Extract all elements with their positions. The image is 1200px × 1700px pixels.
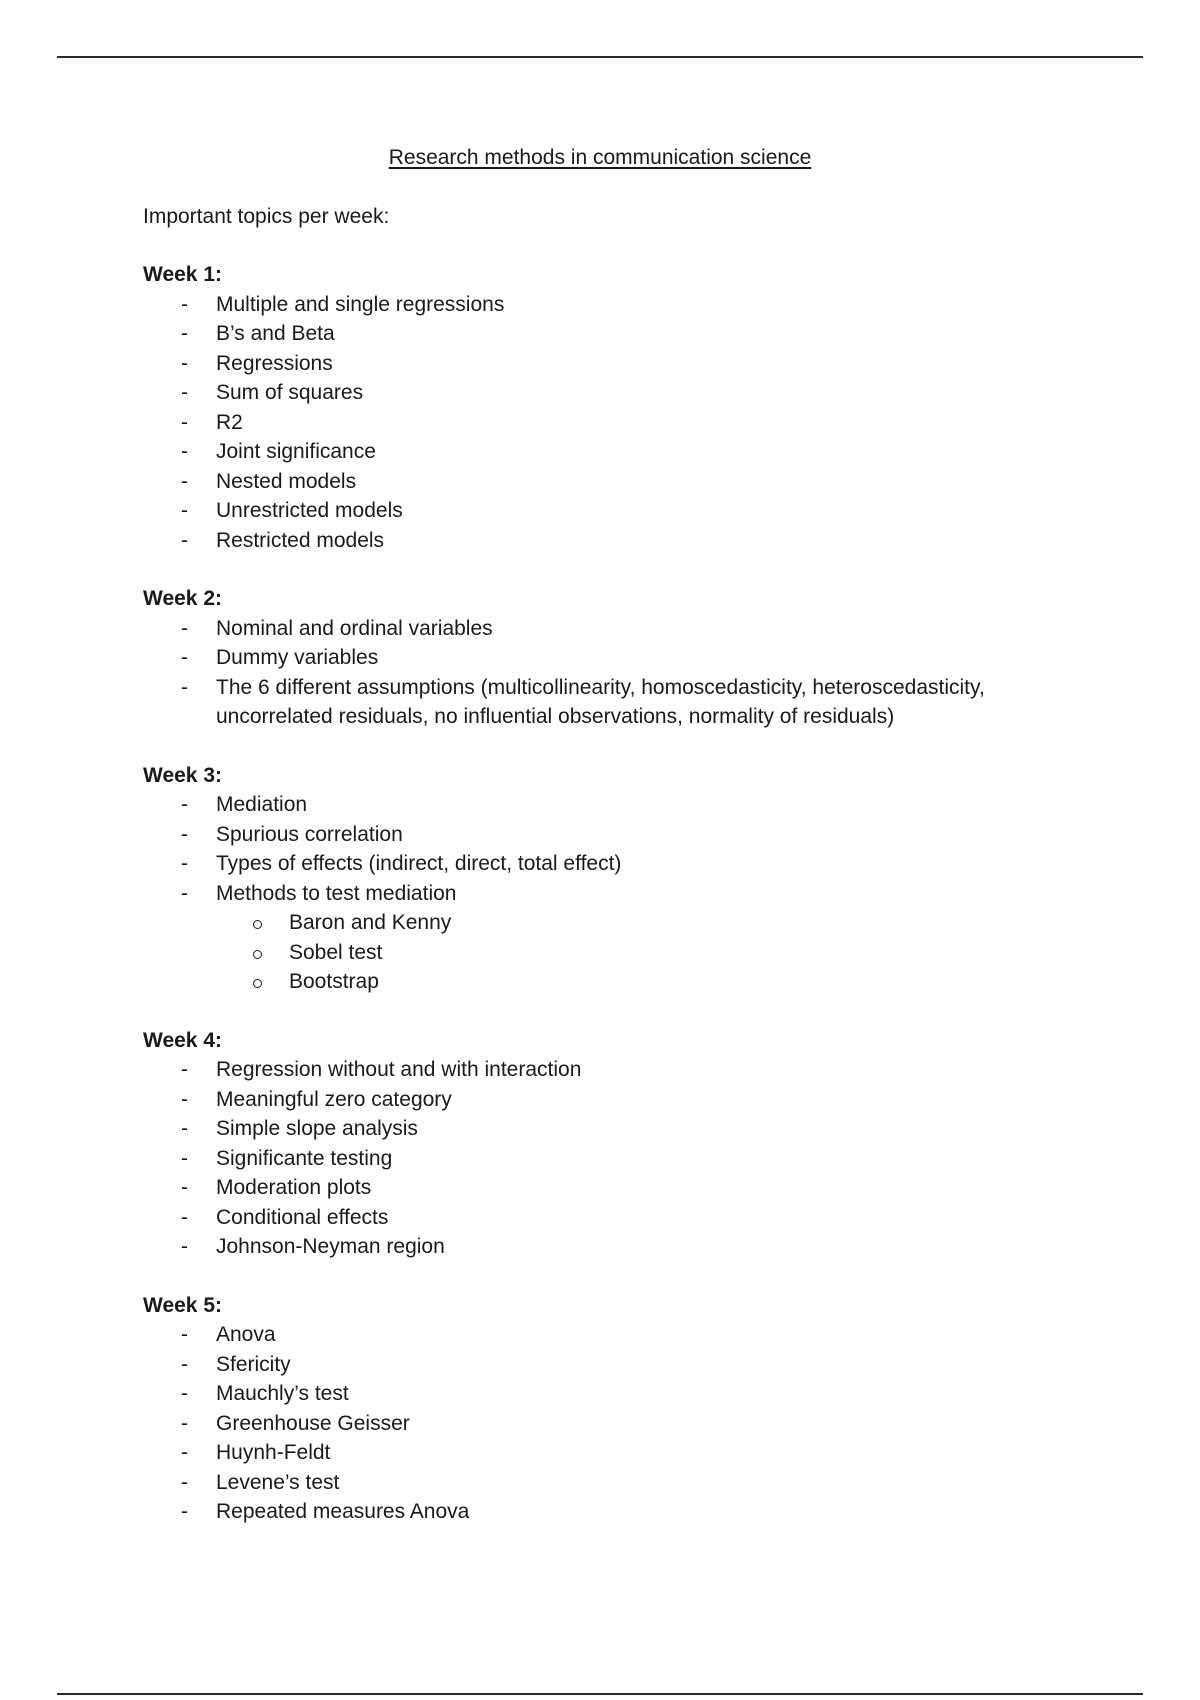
week-heading: Week 1: [143, 263, 222, 286]
list-item [143, 1438, 1103, 1468]
topic-text: Mediation [216, 793, 308, 816]
topic-text: Methods to test mediation [216, 881, 457, 905]
list-item [143, 1055, 1103, 1085]
topic-text: Regression without and with interaction [216, 1058, 582, 1081]
list-item [143, 1173, 1103, 1203]
week-5-section [143, 1291, 1103, 1527]
topic-text: Multiple and single regressions [216, 292, 505, 316]
topic-list [143, 290, 1103, 556]
list-item [143, 319, 1103, 349]
topic-text: Simple slope analysis [216, 1117, 418, 1140]
week-2-section [143, 584, 1103, 732]
week-1-section [143, 260, 1103, 555]
topic-text: Anova [216, 1323, 276, 1346]
topic-text: Mauchly’s test [216, 1382, 349, 1405]
list-item [143, 378, 1103, 408]
page-title [0, 144, 1200, 172]
dash-bullet: - [181, 440, 188, 463]
topic-text: Restricted models [216, 528, 385, 552]
topic-text: Significante testing [216, 1146, 393, 1170]
topic-text: Huynh-Feldt [216, 1441, 331, 1464]
topic-text: Conditional effects [216, 1205, 389, 1229]
topic-text: Unrestricted models [216, 499, 403, 522]
dash-bullet: - [181, 351, 188, 375]
dash-bullet: - [181, 410, 188, 434]
week-heading: Week 5: [143, 1293, 222, 1317]
list-item [143, 1232, 1103, 1262]
dash-bullet: - [181, 1352, 188, 1376]
list-item [143, 1085, 1103, 1115]
topic-text: Sum of squares [216, 381, 364, 404]
intro-text: Important topics per week: [143, 205, 390, 228]
list-item [143, 1320, 1103, 1350]
dash-bullet: - [181, 528, 188, 552]
subtopic-text: Bootstrap [289, 970, 379, 993]
page-title-text: Research methods in communication science [388, 146, 812, 169]
topic-text: The 6 different assumptions (multicollinearity, homoscedasticity, heteroscedasticity, uncorrelated residuals, no influential observations, normality of residuals) [216, 675, 985, 728]
week-4-section [143, 1026, 1103, 1262]
week-heading: Week 2: [143, 587, 222, 610]
topic-text: R2 [216, 410, 243, 434]
sub-list-item [216, 967, 1103, 997]
topic-text: Nested models [216, 469, 357, 493]
topic-list [143, 1320, 1103, 1527]
list-item [143, 643, 1103, 673]
topic-text: Types of effects (indirect, direct, total effect) [216, 852, 622, 875]
list-item [143, 526, 1103, 556]
list-item [143, 1144, 1103, 1174]
list-item [143, 849, 1103, 879]
topic-text: Greenhouse Geisser [216, 1411, 410, 1435]
circle-bullet-icon [253, 920, 262, 929]
dash-bullet: - [181, 1500, 188, 1523]
dash-bullet: - [181, 852, 188, 875]
list-item [143, 1379, 1103, 1409]
dash-bullet: - [181, 1235, 188, 1258]
dash-bullet: - [181, 675, 188, 699]
dash-bullet: - [181, 1382, 188, 1405]
dash-bullet: - [181, 1117, 188, 1140]
dash-bullet: - [181, 1411, 188, 1435]
list-item [143, 879, 1103, 997]
topic-text: Repeated measures Anova [216, 1500, 470, 1523]
list-item [143, 496, 1103, 526]
topic-list [143, 1055, 1103, 1262]
list-item [143, 349, 1103, 379]
dash-bullet: - [181, 499, 188, 522]
dash-bullet: - [181, 322, 188, 345]
dash-bullet: - [181, 646, 188, 669]
week-heading: Week 3: [143, 763, 222, 787]
topic-list [143, 790, 1103, 997]
circle-bullet-icon [253, 950, 262, 959]
week-heading: Week 4: [143, 1028, 222, 1052]
list-item [143, 1114, 1103, 1144]
list-item [143, 290, 1103, 320]
list-item [143, 1497, 1103, 1527]
topic-list [143, 614, 1103, 732]
topic-text: Spurious correlation [216, 822, 403, 846]
list-item [143, 1468, 1103, 1498]
dash-bullet: - [181, 469, 188, 493]
list-item [143, 1203, 1103, 1233]
circle-bullet-icon [253, 979, 262, 988]
topic-text: Sfericity [216, 1352, 291, 1376]
dash-bullet: - [181, 1146, 188, 1170]
topic-text: Johnson-Neyman region [216, 1235, 445, 1258]
dash-bullet: - [181, 881, 188, 905]
dash-bullet: - [181, 1323, 188, 1346]
dash-bullet: - [181, 292, 188, 316]
list-item [143, 408, 1103, 438]
document-body [143, 260, 1103, 1556]
footer-rule [57, 1693, 1143, 1695]
dash-bullet: - [181, 822, 188, 846]
sub-list-item [216, 908, 1103, 938]
list-item [143, 673, 1103, 732]
topic-text: Joint significance [216, 440, 376, 463]
subtopic-list [216, 908, 1103, 997]
list-item [143, 614, 1103, 644]
header-rule [57, 56, 1143, 58]
topic-text: Meaningful zero category [216, 1087, 452, 1111]
dash-bullet: - [181, 1470, 188, 1494]
topic-text: Regressions [216, 351, 333, 375]
week-3-section [143, 761, 1103, 997]
dash-bullet: - [181, 1441, 188, 1464]
dash-bullet: - [181, 616, 188, 640]
sub-list-item [216, 938, 1103, 968]
dash-bullet: - [181, 1176, 188, 1199]
dash-bullet: - [181, 1087, 188, 1111]
dash-bullet: - [181, 1205, 188, 1229]
list-item [143, 790, 1103, 820]
topic-text: Nominal and ordinal variables [216, 616, 493, 640]
dash-bullet: - [181, 793, 188, 816]
list-item [143, 1350, 1103, 1380]
subtopic-text: Sobel test [289, 940, 383, 964]
dash-bullet: - [181, 1058, 188, 1081]
topic-text: Dummy variables [216, 646, 379, 669]
subtopic-text: Baron and Kenny [289, 911, 452, 934]
topic-text: Levene’s test [216, 1470, 340, 1494]
list-item [143, 437, 1103, 467]
list-item [143, 1409, 1103, 1439]
topic-text: Moderation plots [216, 1176, 372, 1199]
topic-text: B’s and Beta [216, 322, 335, 345]
dash-bullet: - [181, 381, 188, 404]
list-item [143, 820, 1103, 850]
list-item [143, 467, 1103, 497]
